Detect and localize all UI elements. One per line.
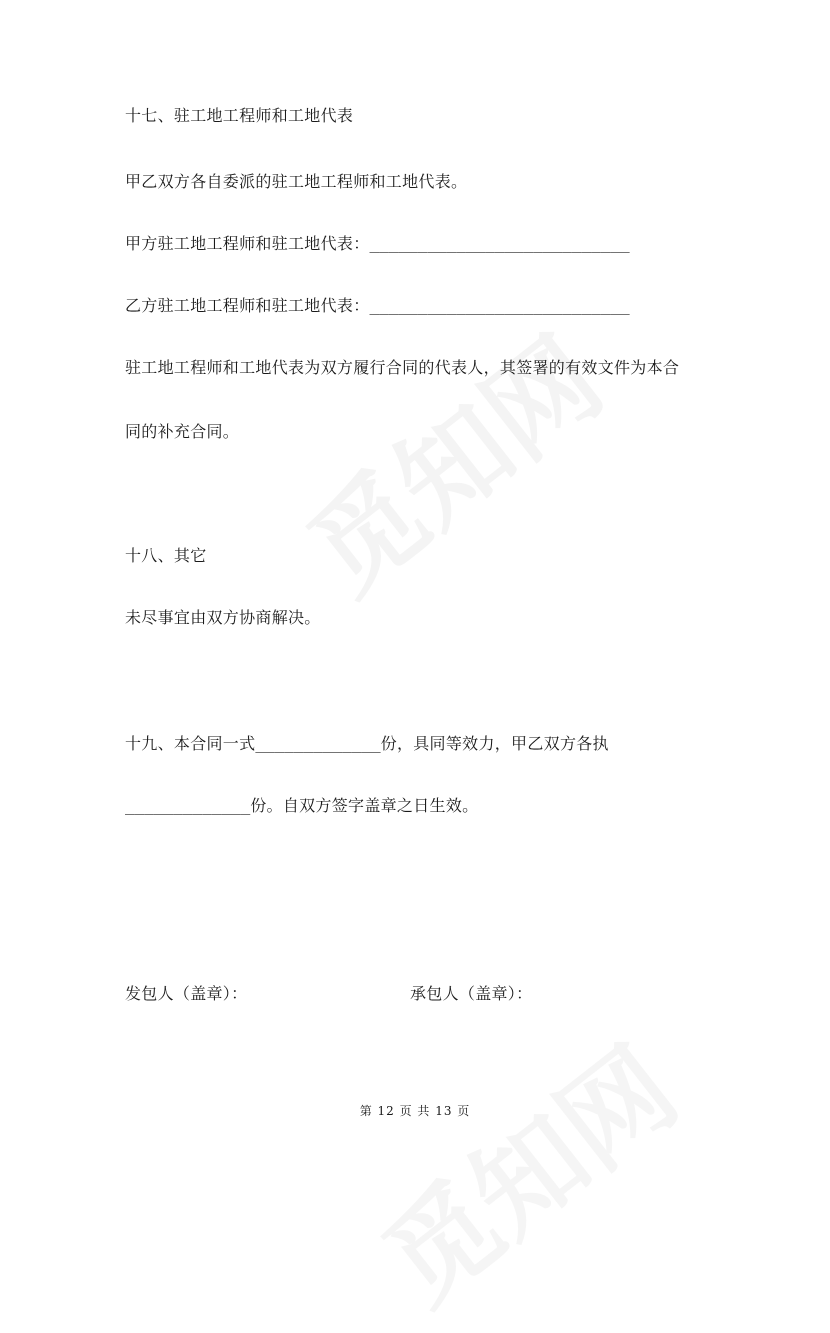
watermark [271, 295, 628, 623]
section-19-line-1 [125, 734, 609, 754]
contractor-signature-label: 承包人（盖章）： [410, 984, 533, 1003]
section-19-prefix: 十九、本合同一式 [125, 734, 256, 753]
issuer-signature-label: 发包人（盖章）： [125, 984, 248, 1003]
section-19-line-2 [125, 796, 478, 816]
party-b-representative-blank: ___________________________ [369, 296, 630, 315]
section-18-body: 未尽事宜由双方协商解决。 [125, 608, 321, 627]
page-number-footer: 第 12 页 共 13 页 [359, 1104, 471, 1118]
section-17-clause-line-2: 同的补充合同。 [125, 422, 240, 441]
watermark-bottom [346, 1005, 703, 1333]
section-19-middle: 份，具同等效力，甲乙双方各执 [380, 734, 609, 753]
section-17-heading: 十七、驻工地工程师和工地代表 [125, 106, 354, 125]
section-19-suffix: 份。自双方签字盖章之日生效。 [250, 796, 479, 815]
section-18-heading: 十八、其它 [125, 546, 207, 565]
party-a-representative-label: 甲方驻工地工程师和驻工地代表： [125, 234, 370, 253]
party-b-representative-label: 乙方驻工地工程师和驻工地代表： [125, 296, 370, 315]
section-17-intro: 甲乙双方各自委派的驻工地工程师和工地代表。 [125, 172, 468, 191]
copies-total-blank: _____________ [255, 734, 381, 753]
party-b-representative-line [125, 296, 630, 316]
party-a-representative-blank: ___________________________ [369, 234, 630, 253]
copies-each-blank: _____________ [125, 796, 251, 815]
section-17-clause-line-1: 驻工地工程师和工地代表为双方履行合同的代表人，其签署的有效文件为本合 [125, 358, 680, 377]
party-a-representative-line [125, 234, 630, 254]
